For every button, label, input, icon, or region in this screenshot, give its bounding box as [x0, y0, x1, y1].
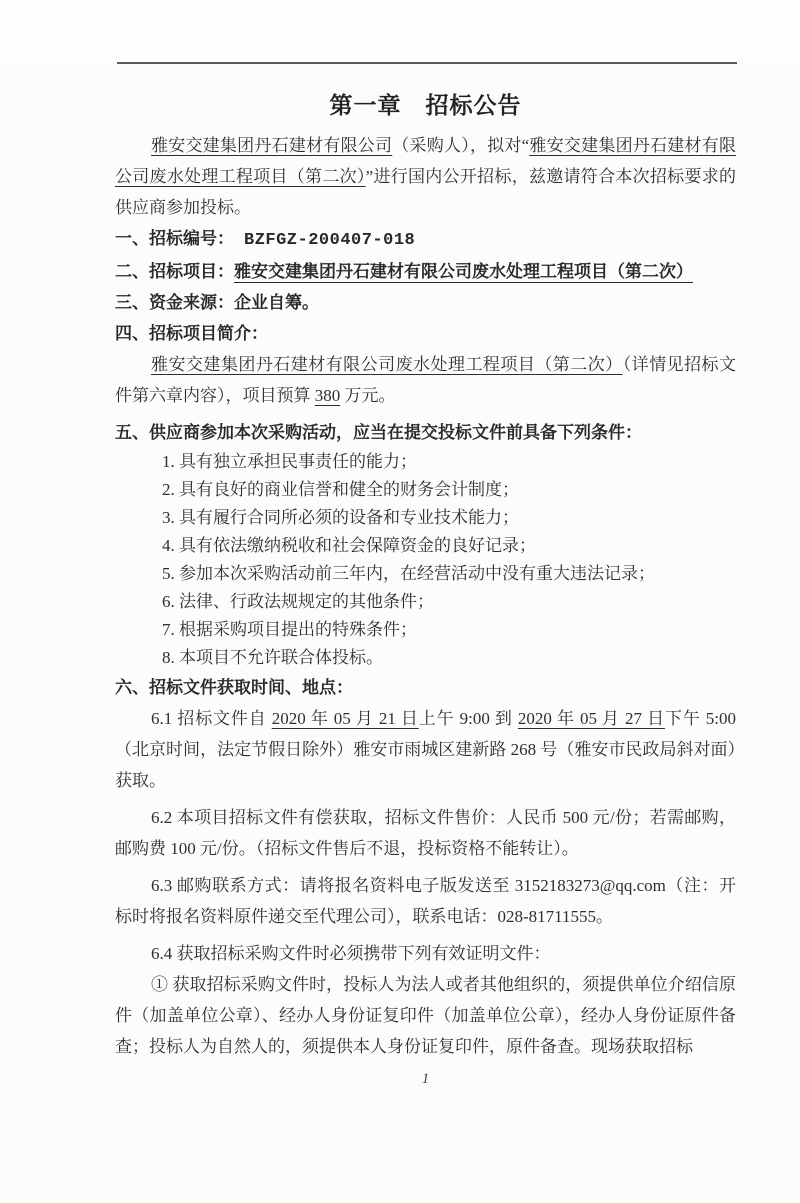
project-budget-value: 380: [314, 386, 341, 405]
required-documents-item-1: ① 获取招标采购文件时，投标人为法人或者其他组织的，须提供单位介绍信原件（加盖单位公章）、经办人身份证复印件（加盖单位公章），经办人身份证原件备查；投标人为自然人的，须提供本人身份证复印件，原件备查。现场获取招标: [115, 975, 736, 1056]
mail-order-contact-paragraph: 6.3 邮购联系方式：请将报名资料电子版发送至 3152183273@qq.com（注：开标时将报名资料原件递交至代理公司），联系电话：028-81711555。: [115, 876, 736, 926]
condition-item: 2. 具有良好的商业信誉和健全的财务会计制度；: [162, 480, 519, 499]
document-price-paragraph: 6.2 本项目招标文件有偿获取，招标文件售价：人民币 500 元/份；若需邮购，邮购费 100 元/份。（招标文件售后不退，投标资格不能转让）。: [115, 808, 736, 858]
pickup-time-text-2: 上午 9:00 到: [418, 709, 518, 728]
condition-item: 8. 本项目不允许联合体投标。: [162, 648, 383, 667]
funding-source-label: 三、资金来源：: [115, 293, 234, 312]
condition-item: 4. 具有依法缴纳税收和社会保障资金的良好记录；: [162, 536, 536, 555]
intro-text-1: （采购人），拟对“: [392, 136, 530, 155]
supplier-conditions-list: [115, 448, 736, 672]
page-content: [115, 88, 736, 1090]
section-tender-number: [115, 223, 736, 256]
section-project-brief-header: 四、招标项目简介：: [115, 324, 268, 343]
section-funding-source: [115, 287, 736, 318]
intro-text-2: ”进行国内公开招标，兹邀请符合本次招标要求的供应商参加投标。: [115, 167, 737, 217]
pickup-time-paragraph: [115, 703, 736, 796]
scanned-document-page: [0, 62, 800, 1203]
pickup-time-text-1: 6.1 招标文件自: [151, 709, 272, 728]
section-supplier-conditions-header: 五、供应商参加本次采购活动，应当在提交投标文件前具备下列条件：: [115, 423, 642, 442]
purchaser-name: 雅安交建集团丹石建材有限公司: [151, 136, 393, 155]
tender-project-label: 二、招标项目：: [115, 262, 234, 281]
section-tender-project: [115, 256, 736, 287]
tender-project-value: 雅安交建集团丹石建材有限公司废水处理工程项目（第二次）: [234, 262, 693, 281]
chapter-title: 第一章 招标公告: [329, 92, 522, 118]
section-document-pickup-header: 六、招标文件获取时间、地点：: [115, 678, 353, 697]
condition-item: 7. 根据采购项目提出的特殊条件；: [162, 620, 417, 639]
funding-source-value: 企业自筹。: [234, 293, 319, 312]
condition-item: 1. 具有独立承担民事责任的能力；: [162, 452, 417, 471]
page-header-rule: [117, 62, 737, 64]
project-brief-paragraph: [115, 349, 736, 411]
pickup-time-text-3: 下午 5:00（北京时间，法定节假日除外）雅安市雨城区建新路 268 号（雅安市民政局斜对面）获取。: [115, 709, 736, 790]
project-name-underlined: 雅安交建集团丹石建材有限公司废水处理工程项目（第二次）: [151, 355, 623, 374]
pickup-start-date: 2020 年 05 月 21 日: [271, 709, 419, 728]
project-name-inline: 雅安交建集团丹石建材有限公司废水处理工程项目（第二次）: [115, 136, 737, 186]
tender-number-value: BZFGZ-200407-018: [244, 231, 416, 250]
condition-item: 5. 参加本次采购活动前三年内，在经营活动中没有重大违法记录；: [162, 564, 655, 583]
project-brief-text: （详情见招标文件第六章内容），项目预算: [115, 355, 737, 405]
pickup-end-date: 2020 年 05 月 27 日: [517, 709, 665, 728]
project-budget-unit: 万元。: [340, 386, 396, 405]
condition-item: 3. 具有履行合同所必须的设备和专业技术能力；: [162, 508, 519, 527]
tender-number-label: 一、招标编号：: [115, 229, 234, 248]
intro-paragraph: [115, 130, 736, 223]
condition-item: 6. 法律、行政法规规定的其他条件；: [162, 592, 434, 611]
page-number: 1: [421, 1071, 430, 1087]
required-documents-header: 6.4 获取招标采购文件时必须携带下列有效证明文件：: [151, 944, 551, 963]
